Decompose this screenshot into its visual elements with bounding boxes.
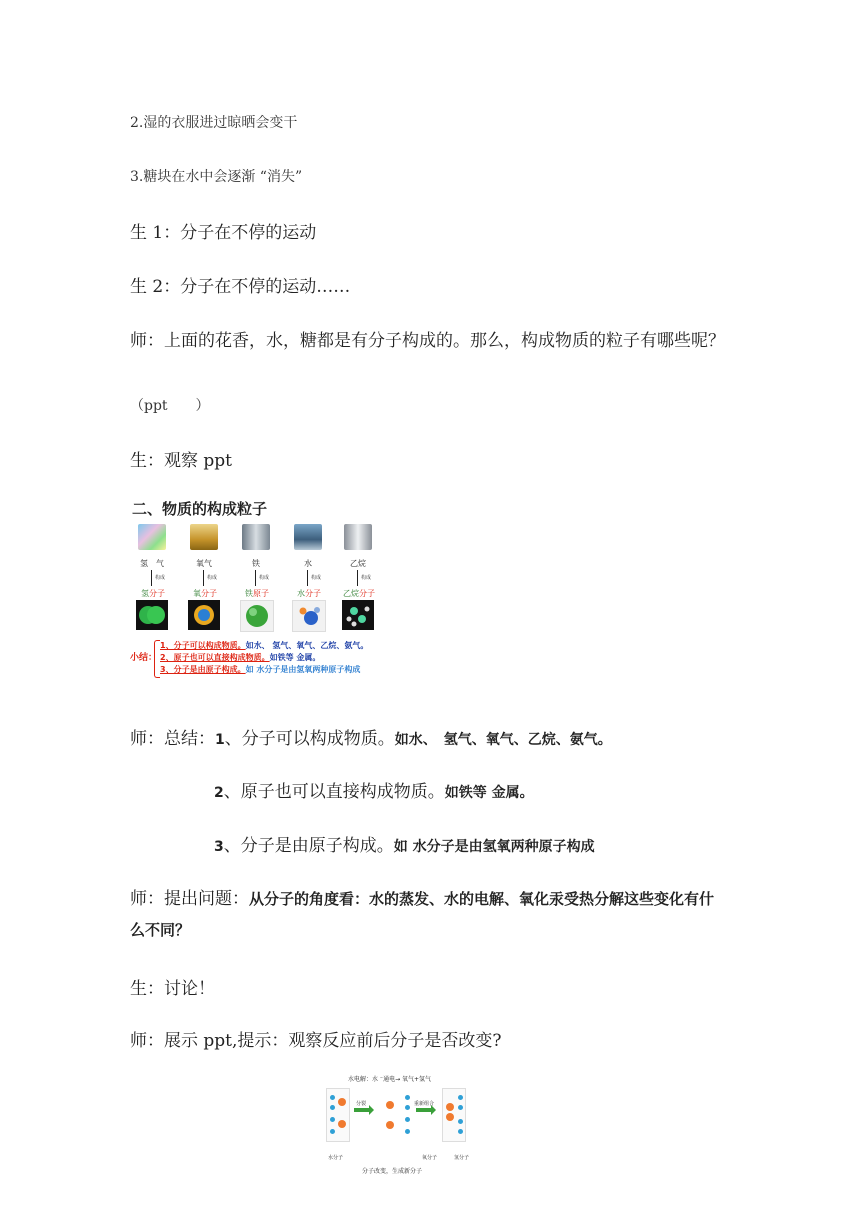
column-oxygen [186,524,226,644]
line-3: 3.糖块在水中会逐渐 “消失” [130,169,303,185]
products-panel [442,1088,466,1142]
figure-water-electrolysis [318,1066,478,1178]
water-molecule-label: 水分子 [328,1155,344,1161]
molecule-name: 氢分子 [141,589,165,598]
split-label: 分裂 [356,1101,367,1107]
connector-line [307,570,308,586]
ppt-note: （ppt ） [130,398,210,414]
oxygen-tank-image [190,524,218,550]
column-hydrogen [134,524,174,644]
column-name: 乙烷 [350,559,366,568]
recombine-label: 重新组合 [414,1101,435,1107]
recombine-arrow [416,1108,432,1112]
water-molecule-image [292,600,326,632]
oxygen-molecule-image [188,600,220,630]
connector-tag: 构成 [361,575,372,581]
connector-line [203,570,204,586]
molecule-name: 水分子 [297,589,321,598]
connector-tag: 构成 [259,575,270,581]
hydrogen-molecule-label: 氢分子 [454,1155,470,1161]
ethane-molecule-image [342,600,374,630]
summary-line-1: 1、分子可以构成物质。如水、 氢气、氧气、乙烷、氨气。 [160,641,369,650]
teacher-question-1: 师：上面的花香，水，糖都是有分子构成的。那么，构成物质的粒子有哪些呢？ [130,331,725,351]
student-4: 生：讨论！ [130,979,215,999]
summary-line-3: 3、分子是由原子构成。如 水分子是由氢氧两种原子构成 [160,665,361,674]
connector-tag: 构成 [207,575,218,581]
connector-tag: 构成 [155,575,166,581]
summary-label: 小结： [130,653,158,663]
molecule-name: 氧分子 [193,589,217,598]
column-water [290,524,330,644]
student-3: 生：观察 ppt [130,451,232,471]
student-2: 生 2：分子在不停的运动…… [130,277,351,297]
student-1: 生 1：分子在不停的运动 [130,223,317,243]
oxygen-molecule-label: 氧分子 [422,1155,438,1161]
column-name: 氢 气 [140,559,164,568]
figure2-caption: 分子改变，生成新分子 [362,1168,423,1175]
figure1-title: 二、物质的构成粒子 [132,500,268,518]
connector-line [255,570,256,586]
molecule-name: 铁原子 [245,589,269,598]
column-ethane [340,524,380,644]
connector-tag: 构成 [311,575,322,581]
summary-point-3: 3、分子是由原子构成。如 水分子是由氢氧两种原子构成 [214,836,595,856]
summary-line-2: 2、原子也可以直接构成物质。如铁等 金属。 [160,653,321,662]
teacher-question-2: 师：提出问题：从分子的角度看：水的蒸发、水的电解、氧化汞受热分解这些变化有什 [130,889,715,909]
electrolysis-equation: 水电解：水 ⁻通电→ 氧气+氢气 [348,1076,432,1083]
hydrogen-molecule-image [136,600,168,630]
ethane-cylinder-image [344,524,372,550]
figure-constituent-particles [130,494,392,682]
summary-point-2: 2、原子也可以直接构成物质。如铁等 金属。 [214,782,534,802]
summary-point-1: 师：总结：1、分子可以构成物质。如水、 氢气、氧气、乙烷、氨气。 [130,729,612,749]
iron-cylinder-image [242,524,270,550]
column-iron [238,524,278,644]
water-molecules-panel [326,1088,350,1142]
hydrogen-balloons-image [138,524,166,550]
teacher-show-ppt: 师：展示 ppt,提示：观察反应前后分子是否改变? [130,1031,502,1051]
iron-atom-image [240,600,274,632]
connector-line [151,570,152,586]
column-name: 氧气 [196,559,212,568]
column-name: 铁 [252,559,260,568]
column-name: 水 [304,559,312,568]
water-glass-image [294,524,322,550]
molecule-name: 乙烷分子 [343,589,375,598]
teacher-question-2-cont: 么不同？ [130,921,191,939]
hydrogen-atoms-panel [398,1088,422,1142]
line-2: 2.湿的衣服进过晾晒会变干 [130,115,298,131]
split-arrow [354,1108,370,1112]
connector-line [357,570,358,586]
